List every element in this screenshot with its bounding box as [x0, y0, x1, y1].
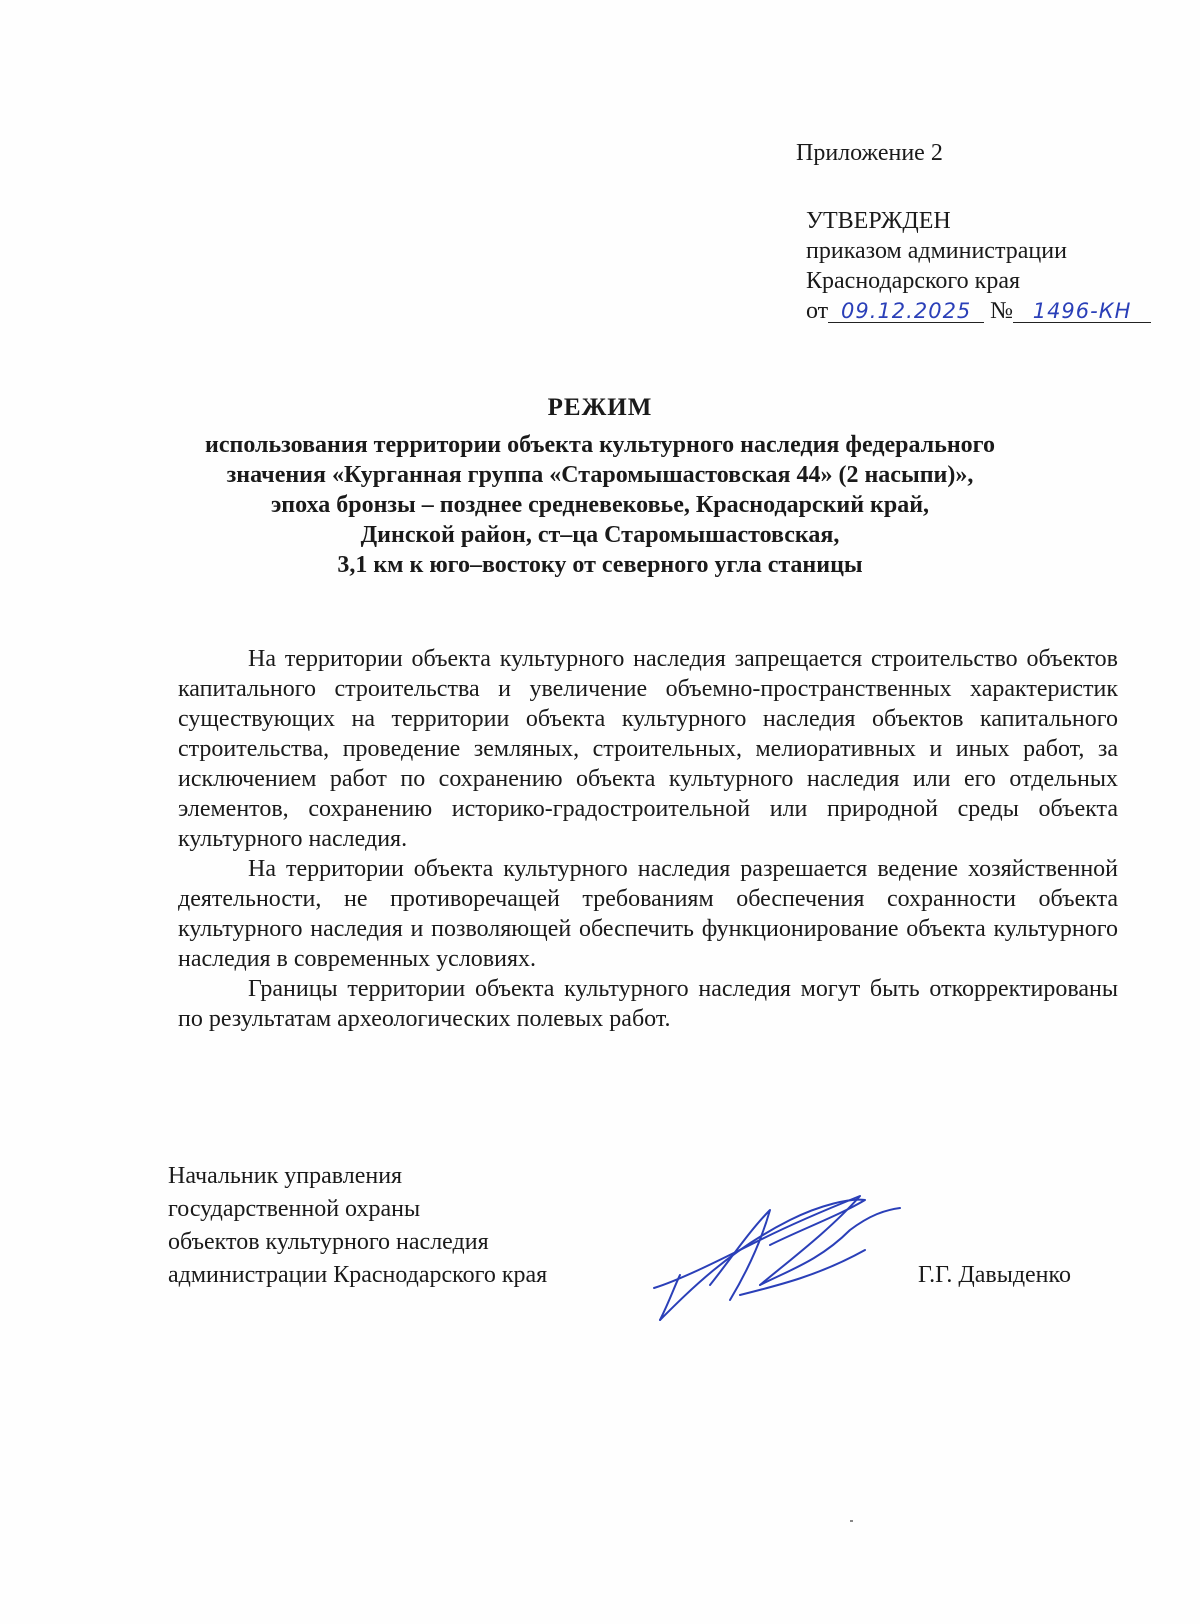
subtitle-line-4: Динской район, ст–ца Старомышастовская, [360, 522, 840, 548]
order-date-number-line [806, 296, 1151, 326]
body-paragraph-2: На территории объекта культурного наследия разрешается ведение хозяйственной деятельности, не противоречащей требованиям обеспечения сохранности объекта культурного наследия и позволяющей обеспечить функционирование объекта культурного наследия в современных условиях. [178, 856, 1118, 972]
number-prefix: № [990, 298, 1014, 324]
approved-by-line-1: приказом администрации [806, 238, 1067, 264]
handwritten-signature [650, 1190, 910, 1340]
signatory-position [168, 1160, 547, 1292]
position-line-2: государственной охраны [168, 1196, 421, 1222]
approved-heading: УТВЕРЖДЕН [806, 208, 951, 234]
subtitle-line-3: эпоха бронзы – позднее средневековье, Краснодарский край, [270, 492, 930, 518]
subtitle-line-2: значения «Курганная группа «Старомышастовская 44» (2 насыпи)», [226, 462, 974, 488]
position-line-1: Начальник управления [168, 1163, 403, 1189]
body-paragraph-1: На территории объекта культурного наследия запрещается строительство объектов капитального строительства и увеличение объемно-пространственных характеристик существующих на территории объекта культурного наследия объектов капитального строительства, проведение земляных, строительных, мелиоративных и иных работ, за исключением работ по сохранению объекта культурного наследия или его отдельных элементов, сохранению историко-градостроительной или природной среды объекта культурного наследия. [178, 646, 1118, 852]
approval-block [806, 206, 1151, 326]
document-body [178, 644, 1118, 1034]
approved-by-line-2: Краснодарского края [806, 268, 1021, 294]
document-subtitle [150, 430, 1050, 580]
document-title-block [150, 394, 1050, 580]
date-prefix: от [806, 298, 829, 324]
order-date-handwritten: 09.12.2025 [828, 300, 984, 323]
signatory-name: Г.Г. Давыденко [918, 1262, 1071, 1288]
body-paragraph-3: Границы территории объекта культурного наследия могут быть откорректированы по результатам археологических полевых работ. [178, 976, 1118, 1032]
subtitle-line-1: использования территории объекта культурного наследия федерального [205, 432, 995, 458]
subtitle-line-5: 3,1 км к юго–востоку от северного угла станицы [337, 552, 863, 578]
position-line-4: администрации Краснодарского края [168, 1262, 548, 1288]
scan-artifact [850, 1520, 853, 1522]
document-title: РЕЖИМ [547, 394, 653, 421]
position-line-3: объектов культурного наследия [168, 1229, 489, 1255]
order-number-handwritten: 1496-КН [1013, 300, 1151, 323]
appendix-label: Приложение 2 [796, 140, 943, 166]
